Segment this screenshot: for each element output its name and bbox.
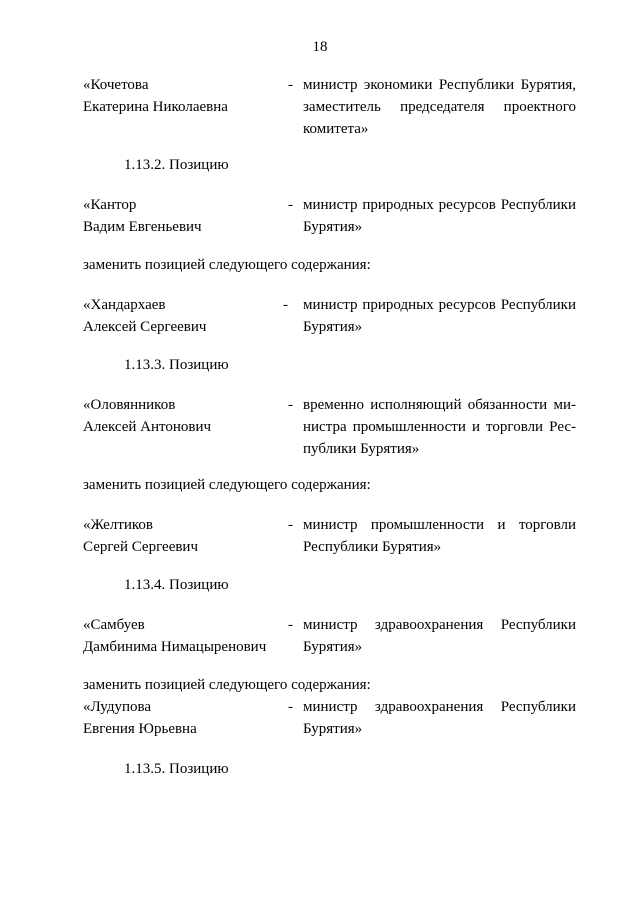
position-description xyxy=(303,74,576,140)
position-description xyxy=(303,514,576,558)
dash-separator: - xyxy=(283,297,288,313)
position-description xyxy=(303,696,576,740)
description-line: временно исполняющий обязанности ми- xyxy=(303,397,576,413)
replace-instruction: заменить позицией следующего содержания: xyxy=(83,677,371,693)
description-line: министр природных ресурсов Республики xyxy=(303,297,576,313)
person-name xyxy=(83,74,283,118)
clause-heading: 1.13.4. Позицию xyxy=(124,577,229,593)
dash-separator: - xyxy=(288,197,293,213)
name-line: Дамбинима Нимацыренович xyxy=(83,639,267,655)
description-line: Республики Бурятия» xyxy=(303,539,442,555)
description-line: министр здравоохранения Республики xyxy=(303,617,576,633)
description-line: министр здравоохранения Республики xyxy=(303,699,576,715)
description-line: нистра промышленности и торговли Рес- xyxy=(303,419,576,435)
name-line: «Желтиков xyxy=(83,517,154,533)
name-line: Вадим Евгеньевич xyxy=(83,219,202,235)
name-line: «Лудупова xyxy=(83,699,152,715)
person-name xyxy=(83,194,283,238)
clause-heading: 1.13.2. Позицию xyxy=(124,157,229,173)
name-line: Алексей Антонович xyxy=(83,419,212,435)
description-line: комитета» xyxy=(303,121,369,137)
name-line: «Оловянников xyxy=(83,397,176,413)
replace-instruction: заменить позицией следующего содержания: xyxy=(83,257,371,273)
name-line: «Кочетова xyxy=(83,77,149,93)
description-line: публики Бурятия» xyxy=(303,441,420,457)
clause-heading: 1.13.3. Позицию xyxy=(124,357,229,373)
description-line: Бурятия» xyxy=(303,219,363,235)
description-line: Бурятия» xyxy=(303,319,363,335)
name-line: «Хандархаев xyxy=(83,297,166,313)
dash-separator: - xyxy=(288,77,293,93)
description-line: министр промышленности и торговли xyxy=(303,517,576,533)
dash-separator: - xyxy=(288,699,293,715)
person-name xyxy=(83,294,283,338)
dash-separator: - xyxy=(288,397,293,413)
person-name xyxy=(83,394,283,438)
description-line: Бурятия» xyxy=(303,639,363,655)
person-name xyxy=(83,614,283,658)
position-description xyxy=(303,194,576,238)
name-line: Екатерина Николаевна xyxy=(83,99,228,115)
name-line: Алексей Сергеевич xyxy=(83,319,207,335)
description-line: министр экономики Республики Бурятия, xyxy=(303,77,576,93)
person-name xyxy=(83,514,283,558)
replace-instruction: заменить позицией следующего содержания: xyxy=(83,477,371,493)
name-line: «Самбуев xyxy=(83,617,145,633)
description-line: заместитель председателя проектного xyxy=(303,99,576,115)
dash-separator: - xyxy=(288,617,293,633)
position-entry-ludupova xyxy=(83,696,576,766)
page-number: 18 xyxy=(312,39,328,55)
position-description xyxy=(303,394,576,460)
name-line: «Кантор xyxy=(83,197,137,213)
name-line: Евгения Юрьевна xyxy=(83,721,197,737)
description-line: Бурятия» xyxy=(303,721,363,737)
person-name xyxy=(83,696,283,740)
clause-heading: 1.13.5. Позицию xyxy=(124,761,229,777)
position-entry-olovyannikov xyxy=(83,394,576,464)
description-line: министр природных ресурсов Республики xyxy=(303,197,576,213)
position-entry-kochetova xyxy=(83,74,576,144)
dash-separator: - xyxy=(288,517,293,533)
position-description xyxy=(303,294,576,338)
name-line: Сергей Сергеевич xyxy=(83,539,199,555)
position-description xyxy=(303,614,576,658)
